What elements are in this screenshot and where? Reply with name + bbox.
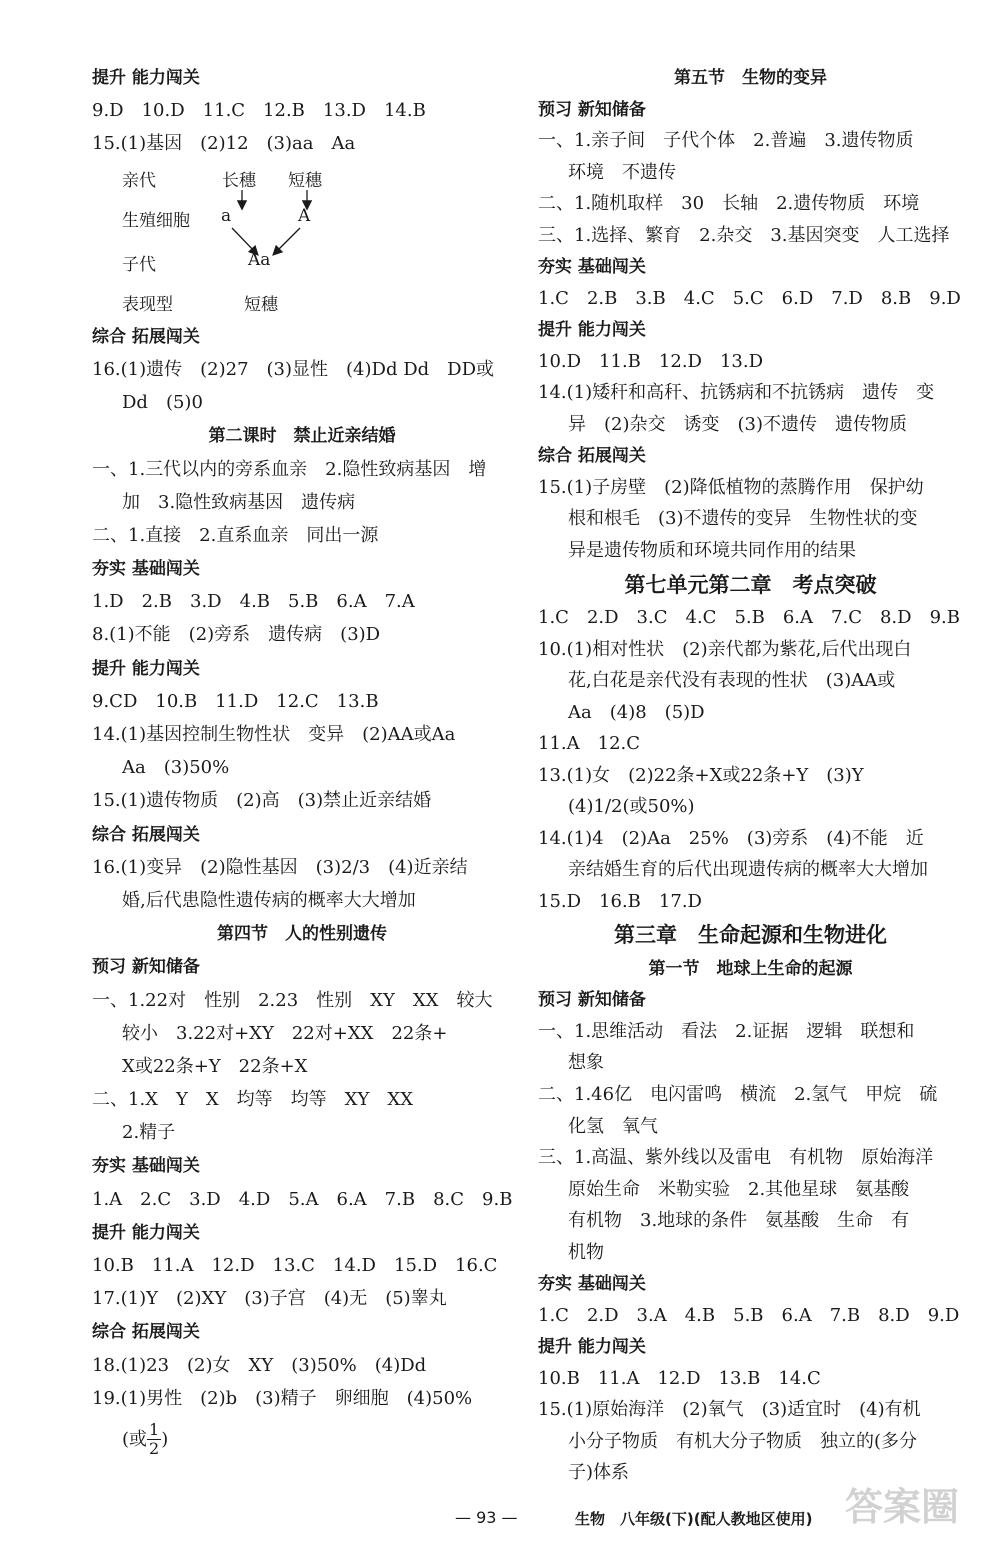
fraction-prefix: (或 xyxy=(122,1428,148,1450)
answer-continuation: 异 (2)杂交 诱变 (3)不遗传 遗传物质 xyxy=(568,413,907,435)
section-heading: 预习 新知储备 xyxy=(538,990,646,1011)
section-heading: 提升 能力闯关 xyxy=(538,320,646,341)
answer-line: 一、1.三代以内的旁系血亲 2.隐性致病基因 增 xyxy=(92,458,487,480)
answer-line: 17.(1)Y (2)XY (3)子宫 (4)无 (5)睾丸 xyxy=(92,1288,447,1310)
answer-continuation: 环境 不遗传 xyxy=(568,161,676,183)
answer-line: 二、1.直接 2.直系血亲 同出一源 xyxy=(92,524,379,546)
answer-continuation: 2.精子 xyxy=(122,1122,176,1144)
parent-right: 短穗 xyxy=(288,170,322,191)
answer-line: 19.(1)男性 (2)b (3)精子 卵细胞 (4)50% xyxy=(92,1387,473,1409)
answer-continuation: 原始生命 米勒实验 2.其他星球 氨基酸 xyxy=(568,1178,910,1200)
page-number: — 93 — xyxy=(455,1508,518,1527)
arrow-gamete-right-to-offspring xyxy=(274,228,300,254)
answer-line: 1.C 2.D 3.A 4.B 5.B 6.A 7.B 8.D 9.D xyxy=(538,1304,960,1326)
answer-continuation: 花,白花是亲代没有表现的性状 (3)AA或 xyxy=(568,670,896,692)
section-heading: 预习 新知储备 xyxy=(538,99,646,120)
phenotype: 短穗 xyxy=(244,294,278,315)
fraction-line xyxy=(92,1420,512,1460)
lesson-title: 第四节 人的性别遗传 xyxy=(217,924,387,945)
genetic-cross-diagram xyxy=(92,166,512,316)
lesson-title: 第二课时 禁止近亲结婚 xyxy=(208,426,396,447)
answer-continuation: 根和根毛 (3)不遗传的变异 生物性状的变 xyxy=(568,508,918,530)
chapter-title: 第七单元第二章 考点突破 xyxy=(624,572,877,597)
answer-line: 9.CD 10.B 11.D 12.C 13.B xyxy=(92,690,379,712)
answer-line: 15.(1)子房壁 (2)降低植物的蒸腾作用 保护幼 xyxy=(538,476,924,498)
answer-continuation: 机物 xyxy=(568,1241,604,1263)
section-heading: 夯实 基础闯关 xyxy=(92,559,200,580)
answer-continuation: X或22条+Y 22条+X xyxy=(122,1055,308,1077)
answer-line: 一、1.亲子间 子代个体 2.普遍 3.遗传物质 xyxy=(538,130,914,152)
answer-continuation: 子)体系 xyxy=(568,1462,630,1484)
answer-continuation: (4)1/2(或50%) xyxy=(568,796,695,818)
gamete-right: A xyxy=(298,205,311,226)
answer-continuation: 小分子物质 有机大分子物质 独立的(多分 xyxy=(568,1430,918,1452)
section-heading: 夯实 基础闯关 xyxy=(92,1156,200,1177)
section-heading: 综合 拓展闯关 xyxy=(92,824,200,845)
right-column xyxy=(538,66,963,1485)
answer-continuation: 有机物 3.地球的条件 氨基酸 生命 有 xyxy=(568,1210,910,1232)
parent-left: 长穗 xyxy=(222,170,256,191)
answer-line: 15.D 16.B 17.D xyxy=(538,890,702,912)
lesson-title: 第五节 生物的变异 xyxy=(674,68,827,88)
answer-continuation: 想象 xyxy=(568,1052,604,1074)
section-heading: 夯实 基础闯关 xyxy=(538,1274,646,1295)
answer-line: 18.(1)23 (2)女 XY (3)50% (4)Dd xyxy=(92,1354,427,1376)
answer-line: 13.(1)女 (2)22条+X或22条+Y (3)Y xyxy=(538,764,864,786)
answer-line: 14.(1)4 (2)Aa 25% (3)旁系 (4)不能 近 xyxy=(538,827,924,849)
section-heading: 提升 能力闯关 xyxy=(538,1337,646,1358)
section-heading: 综合 拓展闯关 xyxy=(92,326,200,347)
answer-line: 10.(1)相对性状 (2)亲代都为紫花,后代出现白 xyxy=(538,638,912,660)
left-column xyxy=(92,66,512,1460)
chapter-title: 第三章 生命起源和生物进化 xyxy=(614,923,887,948)
answer-line: 二、1.X Y X 均等 均等 XY XX xyxy=(92,1089,414,1111)
footer-subject: 生物 八年级(下)(配人教地区使用) xyxy=(575,1510,813,1528)
offspring: Aa xyxy=(248,249,271,270)
answer-line: 一、1.思维活动 看法 2.证据 逻辑 联想和 xyxy=(538,1020,915,1042)
watermark-logo-icon xyxy=(838,1480,966,1532)
row-label-gametes: 生殖细胞 xyxy=(122,210,190,231)
answer-line: 1.D 2.B 3.D 4.B 5.B 6.A 7.A xyxy=(92,591,415,613)
answer-continuation: Aa (3)50% xyxy=(122,757,230,779)
answer-continuation: Dd (5)0 xyxy=(122,392,203,414)
answer-line: 9.D 10.D 11.C 12.B 13.D 14.B xyxy=(92,100,426,122)
fraction xyxy=(147,1421,161,1458)
answer-line: 14.(1)矮秆和高秆、抗锈病和不抗锈病 遗传 变 xyxy=(538,382,935,404)
section-heading: 提升 能力闯关 xyxy=(92,658,200,679)
answer-continuation: 婚,后代患隐性遗传病的概率大大增加 xyxy=(122,889,416,911)
fraction-denominator: 2 xyxy=(149,1439,160,1459)
row-label-phenotype: 表现型 xyxy=(122,294,173,315)
answer-line: 16.(1)遗传 (2)27 (3)显性 (4)Dd Dd DD或 xyxy=(92,358,495,380)
answer-line: 11.A 12.C xyxy=(538,733,641,755)
section-heading: 提升 能力闯关 xyxy=(92,68,200,88)
answer-line: 三、1.高温、紫外线以及雷电 有机物 原始海洋 xyxy=(538,1147,934,1169)
lesson-title: 第一节 地球上生命的起源 xyxy=(648,958,853,979)
answer-line: 1.C 2.B 3.B 4.C 5.C 6.D 7.D 8.B 9.D xyxy=(538,287,961,309)
gamete-left: a xyxy=(221,205,232,226)
answer-line: 一、1.22对 性别 2.23 性别 XY XX 较大 xyxy=(92,989,493,1011)
fraction-numerator: 1 xyxy=(149,1420,160,1440)
answer-line: 15.(1)基因 (2)12 (3)aa Aa xyxy=(92,133,356,155)
arrow-gamete-left-to-offspring xyxy=(232,228,257,254)
answer-line: 10.D 11.B 12.D 13.D xyxy=(538,350,764,372)
section-heading: 提升 能力闯关 xyxy=(92,1222,200,1243)
answer-continuation: 较小 3.22对+XY 22对+XX 22条+ xyxy=(122,1022,448,1044)
cross-arrows xyxy=(92,166,412,316)
answer-continuation: Aa (4)8 (5)D xyxy=(568,701,705,723)
answer-line: 1.A 2.C 3.D 4.D 5.A 6.A 7.B 8.C 9.B xyxy=(92,1188,513,1210)
fraction-suffix: ) xyxy=(161,1428,169,1450)
answer-line: 10.B 11.A 12.D 13.B 14.C xyxy=(538,1367,821,1389)
answer-line: 二、1.46亿 电闪雷鸣 横流 2.氢气 甲烷 硫 xyxy=(538,1084,938,1105)
answer-line: 1.C 2.D 3.C 4.C 5.B 6.A 7.C 8.D 9.B xyxy=(538,607,960,629)
section-heading: 综合 拓展闯关 xyxy=(538,446,646,467)
watermark-text: 答案圈 xyxy=(844,1485,960,1529)
section-heading: 预习 新知储备 xyxy=(92,957,200,978)
answer-continuation: 亲结婚生育的后代出现遗传病的概率大大增加 xyxy=(568,859,928,881)
answer-line: 16.(1)变异 (2)隐性基因 (3)2/3 (4)近亲结 xyxy=(92,856,468,878)
answer-line: 二、1.随机取样 30 长轴 2.遗传物质 环境 xyxy=(538,193,920,215)
answer-continuation: 加 3.隐性致病基因 遗传病 xyxy=(122,491,356,513)
section-heading: 综合 拓展闯关 xyxy=(92,1322,200,1343)
section-heading: 夯实 基础闯关 xyxy=(538,257,646,278)
answer-continuation: 异是遗传物质和环境共同作用的结果 xyxy=(568,539,856,561)
answer-line: 10.B 11.A 12.D 13.C 14.D 15.D 16.C xyxy=(92,1255,498,1276)
row-label-offspring: 子代 xyxy=(122,254,156,275)
answer-continuation: 化氢 氧气 xyxy=(568,1115,658,1137)
answer-line: 14.(1)基因控制生物性状 变异 (2)AA或Aa xyxy=(92,724,456,745)
row-label-parents: 亲代 xyxy=(122,170,156,191)
answer-line: 15.(1)原始海洋 (2)氧气 (3)适宜时 (4)有机 xyxy=(538,1399,921,1421)
answer-line: 三、1.选择、繁育 2.杂交 3.基因突变 人工选择 xyxy=(538,224,950,246)
answer-line: 15.(1)遗传物质 (2)高 (3)禁止近亲结婚 xyxy=(92,790,432,812)
answer-line: 8.(1)不能 (2)旁系 遗传病 (3)D xyxy=(92,624,381,646)
